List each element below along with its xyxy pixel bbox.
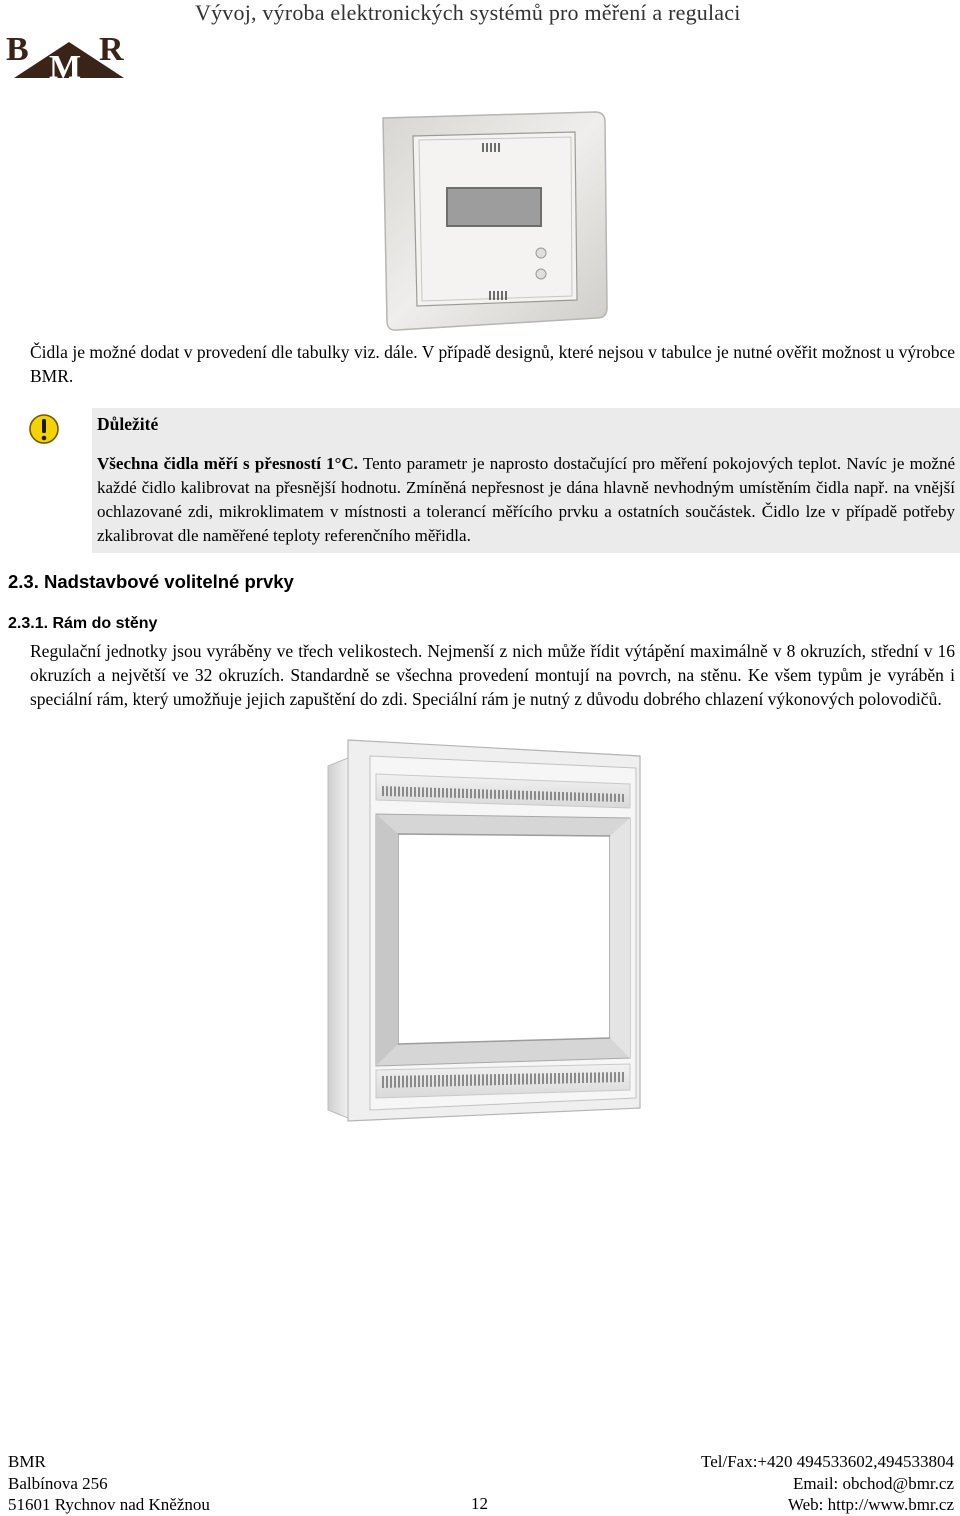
subsection-heading: 2.3.1. Rám do stěny [8, 615, 158, 632]
footer-address [8, 1451, 210, 1516]
important-bold-lead: Všechna čidla měří s přesností 1°C. [97, 454, 358, 473]
footer-contacts [701, 1451, 954, 1516]
footer-email: Email: obchod@bmr.cz [792, 1473, 954, 1493]
intro-paragraph: Čidla je možné dodat v provedení dle tabulky viz. dále. V případě designů, které nejsou v tabulce je nutné ověřit možnost u výrobce BMR. [30, 342, 955, 386]
svg-text:R: R [99, 31, 124, 68]
bmr-logo [4, 28, 134, 84]
footer-company: BMR [8, 1452, 46, 1471]
svg-text:M: M [49, 49, 82, 84]
header-title: Vývoj, výroba elektronických systémů pro měření a regulaci [195, 0, 741, 25]
room-sensor-image [375, 110, 610, 335]
footer-web: Web: http://www.bmr.cz [787, 1495, 954, 1514]
footer-city: 51601 Rychnov nad Kněžnou [8, 1495, 210, 1514]
important-body: Tento parametr je naprosto dostačující pro měření pokojových teplot. Navíc je možné každé čidlo kalibrovat na přesnější hodnotu. Zmíněná nepřesnost je dána hlavně nevhodným umístěním čidla např. na vnější ochlazované zdi, mikroklimatem v místnosti a tolerancí měřícího prvku a ostatních součástek. Čidlo lze v případě potřeby zkalibrovat dle naměřené teploty referenčního měřidla. [97, 454, 955, 545]
footer-street: Balbínova 256 [8, 1473, 108, 1493]
warning-icon [28, 413, 62, 445]
frame-paragraph: Regulační jednotky jsou vyráběny ve třech velikostech. Nejmenší z nich může řídit výtápění maximálně v 8 okruzích, střední v 16 okruzích a největší ve 32 okruzích. Standardně se všechna provedení montují na povrch, na stěnu. Ke všem typům je vyráběn i speciální rám, který umožňuje jejich zapuštění do zdi. Speciální rám je nutný z důvodu dobrého chlazení výkonových polovodičů. [30, 641, 955, 709]
svg-text:B: B [6, 31, 29, 68]
important-heading: Důležité [97, 414, 159, 434]
footer-phone: Tel/Fax:+420 494533602,494533804 [701, 1452, 954, 1471]
section-heading: 2.3. Nadstavbové volitelné prvky [8, 571, 294, 592]
important-text [97, 452, 955, 548]
wall-frame-image [318, 738, 663, 1123]
page-number: 12 [471, 1494, 488, 1513]
